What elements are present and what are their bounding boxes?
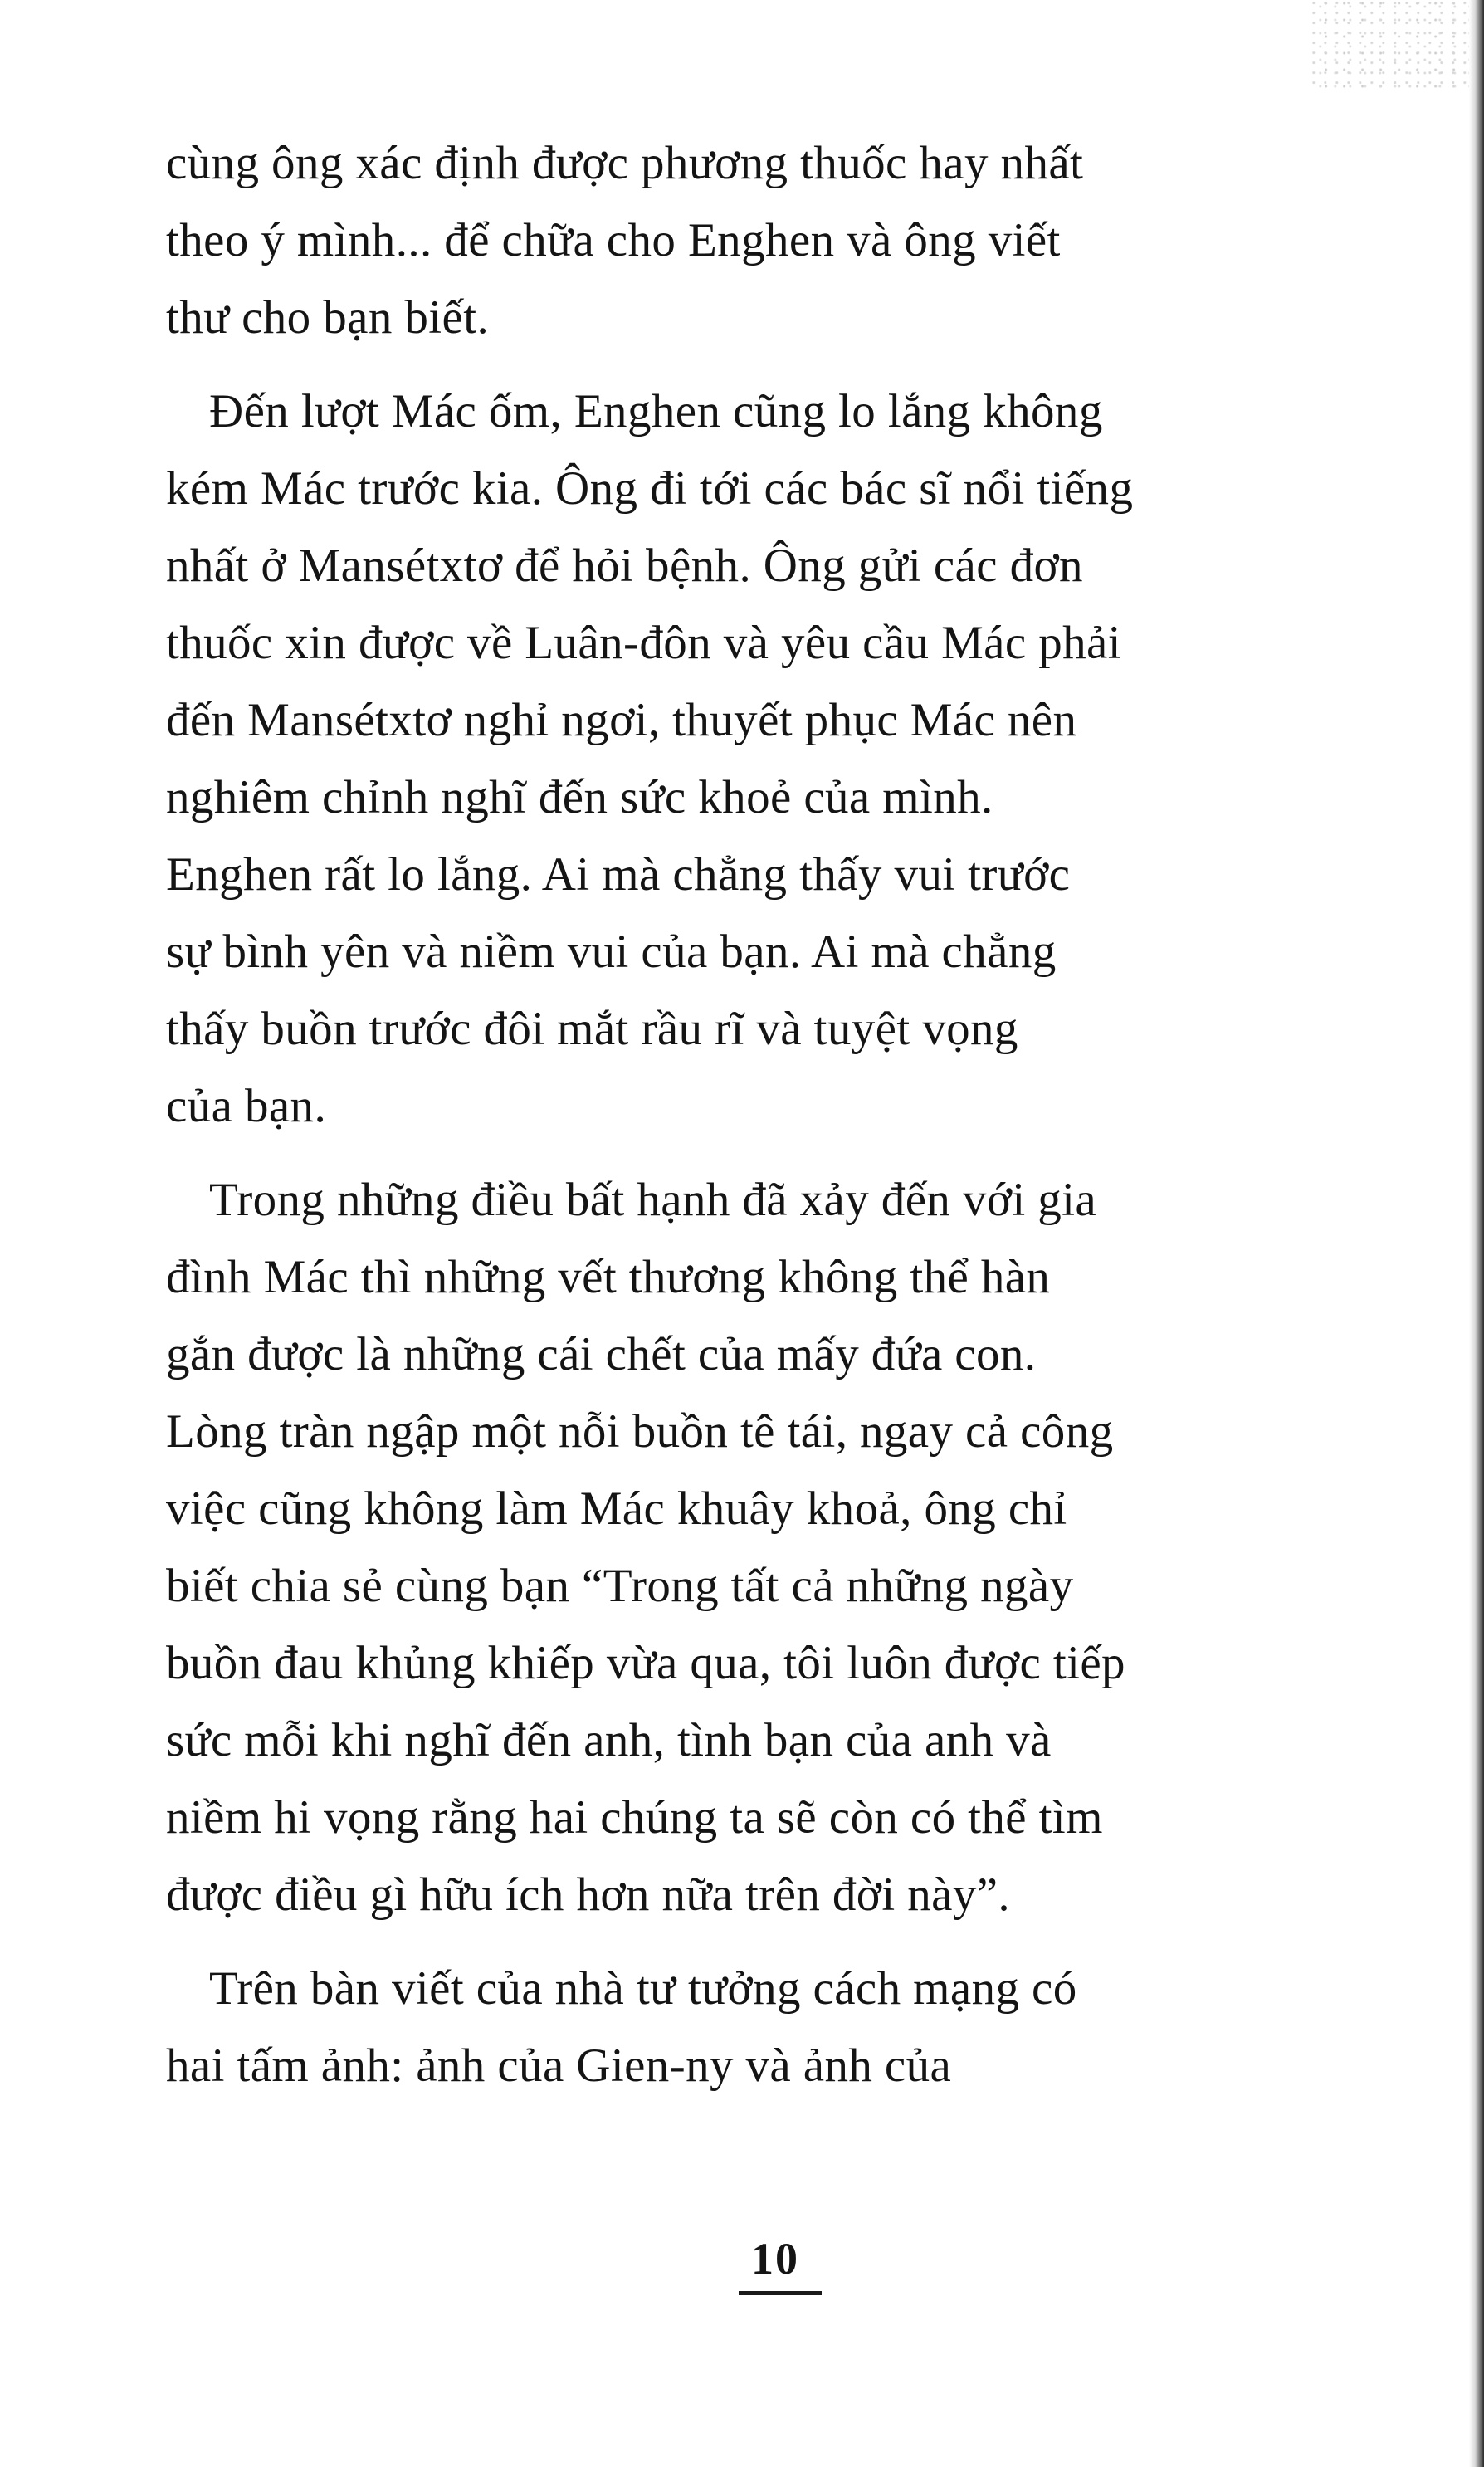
paragraph-2 — [166, 373, 1444, 1145]
text-line: nghiêm chỉnh nghĩ đến sức khoẻ của mình. — [166, 771, 993, 823]
text-line: buồn đau khủng khiếp vừa qua, tôi luôn được tiếp — [166, 1637, 1125, 1689]
paragraph-1 — [166, 125, 1444, 356]
text-line: Enghen rất lo lắng. Ai mà chẳng thấy vui trước — [166, 848, 1071, 901]
text-line: thuốc xin được về Luân-đôn và yêu cầu Mác phải — [166, 617, 1121, 669]
text-line: sự bình yên và niềm vui của bạn. Ai mà chẳng — [166, 926, 1057, 978]
text-line: sức mỗi khi nghĩ đến anh, tình bạn của anh và — [166, 1714, 1052, 1766]
text-line: biết chia sẻ cùng bạn “Trong tất cả những ngày — [166, 1560, 1074, 1612]
text-line: cùng ông xác định được phương thuốc hay nhất — [166, 137, 1084, 189]
text-line: được điều gì hữu ích hơn nữa trên đời này”. — [166, 1869, 1011, 1921]
paragraph-gap — [166, 1145, 1444, 1161]
text-line: của bạn. — [166, 1080, 327, 1132]
page-edge-shadow — [1469, 0, 1484, 2467]
text-line: Trong những điều bất hạnh đã xảy đến với gia — [209, 1174, 1097, 1226]
paragraph-gap — [166, 1933, 1444, 1950]
text-line: niềm hi vọng rằng hai chúng ta sẽ còn có thể tìm — [166, 1791, 1103, 1844]
text-line: thư cho bạn biết. — [166, 291, 490, 344]
paragraph-3 — [166, 1161, 1444, 1933]
text-line: gắn được là những cái chết của mấy đứa con. — [166, 1328, 1037, 1380]
text-line: việc cũng không làm Mác khuây khoả, ông chỉ — [166, 1483, 1067, 1535]
text-line: đình Mác thì những vết thương không thể hàn — [166, 1251, 1051, 1303]
text-line: nhất ở Mansétxtơ để hỏi bệnh. Ông gửi các đơn — [166, 540, 1083, 592]
paragraph-gap — [166, 356, 1444, 373]
scan-speckle — [1311, 0, 1469, 91]
body-text — [166, 125, 1444, 2104]
text-line: kém Mác trước kia. Ông đi tới các bác sĩ nổi tiếng — [166, 462, 1134, 515]
text-line: Trên bàn viết của nhà tư tưởng cách mạng có — [209, 1962, 1077, 2015]
page-number-underline — [739, 2291, 822, 2295]
text-line: đến Mansétxtơ nghỉ ngơi, thuyết phục Mác nên — [166, 694, 1077, 746]
text-line: Đến lượt Mác ốm, Enghen cũng lo lắng không — [209, 385, 1103, 437]
text-line: hai tấm ảnh: ảnh của Gien-ny và ảnh của — [166, 2040, 952, 2092]
text-line: thấy buồn trước đôi mắt rầu rĩ và tuyệt vọng — [166, 1003, 1018, 1055]
text-line: theo ý mình... để chữa cho Enghen và ông viết — [166, 214, 1061, 266]
paragraph-4 — [166, 1950, 1444, 2104]
text-line: Lòng tràn ngập một nỗi buồn tê tái, ngay cả công — [166, 1405, 1114, 1458]
page-number: 10 — [751, 2234, 799, 2284]
